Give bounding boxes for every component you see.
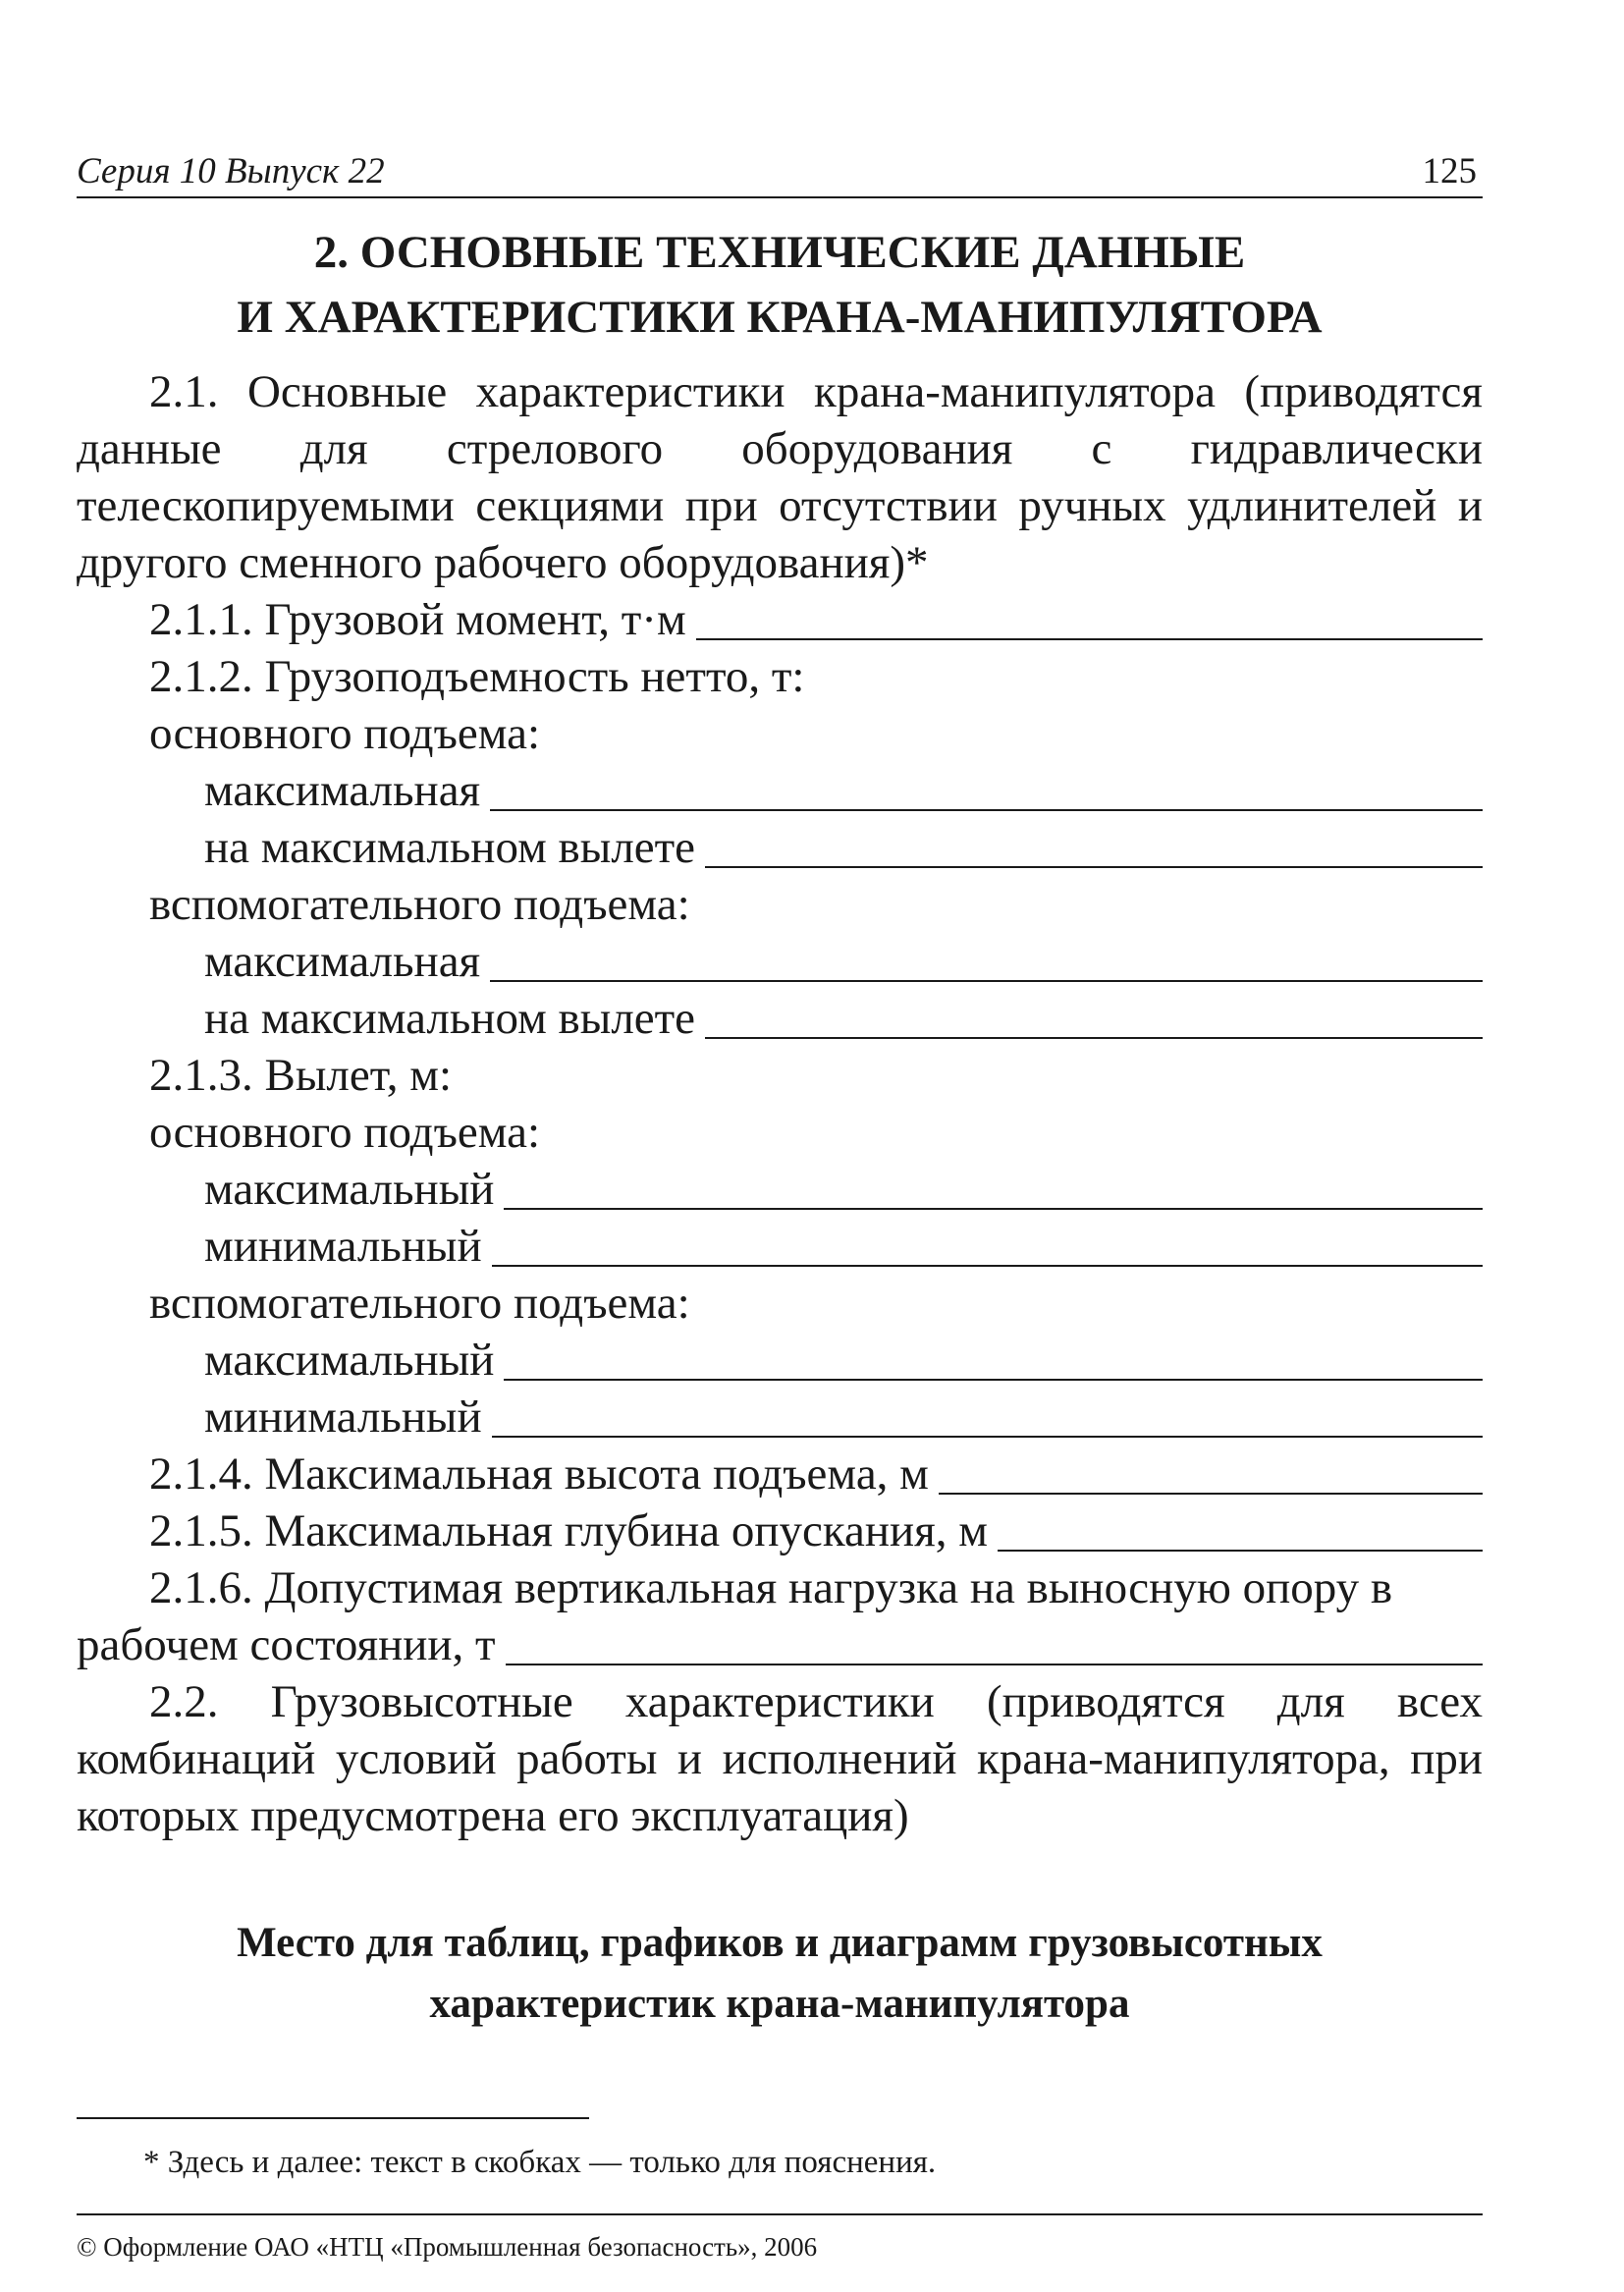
blank-line xyxy=(705,998,1483,1039)
field-outrigger-load-line-1 xyxy=(77,1559,1483,1616)
field-label: основного подъема: xyxy=(149,708,541,759)
field-label: 2.1.5. Максимальная глубина опускания, м xyxy=(149,1505,989,1556)
subheading-reach-aux xyxy=(77,1275,1483,1332)
document-page xyxy=(77,145,1483,2265)
subheading-reach-main xyxy=(77,1104,1483,1161)
field-label: 2.1.4. Максимальная высота подъема, м xyxy=(149,1448,929,1500)
intro-paragraph: 2.1. Основные характеристики крана-манипулятора (приводятся данные для стрелового оборудования с гидравлически телескопируемыми секциями при отсутствии ручных удлинителей и другого сменного рабочего оборудования)* xyxy=(77,366,1483,588)
load-height-paragraph: 2.2. Грузовысотные характеристики (приводятся для всех комбинаций условий работы и исполнений крана-манипулятора, при которых предусмотрена его эксплуатация) xyxy=(77,1676,1483,1841)
section-title-line-1: 2. ОСНОВНЫЕ ТЕХНИЧЕСКИЕ ДАННЫЕ xyxy=(313,227,1246,278)
section-title xyxy=(77,220,1483,350)
blank-line xyxy=(504,1169,1483,1210)
blank-line xyxy=(939,1453,1483,1495)
footnote-divider xyxy=(77,2117,589,2119)
field-label: 2.1.6. Допустимая вертикальная нагрузка на выносную опору в xyxy=(149,1562,1393,1613)
field-label: 2.1.3. Вылет, м: xyxy=(149,1050,453,1101)
series-label: Серия 10 Выпуск 22 xyxy=(77,151,385,191)
field-label: основного подъема: xyxy=(149,1107,541,1158)
field-reach-aux-max xyxy=(77,1332,1483,1389)
running-header xyxy=(77,145,1483,198)
charts-placeholder-caption xyxy=(77,1913,1483,2035)
field-max-lowering-depth xyxy=(77,1502,1483,1559)
field-label: максимальный xyxy=(204,1164,495,1215)
field-label: на максимальном вылете xyxy=(204,822,696,873)
field-reach-main-max xyxy=(77,1161,1483,1218)
blank-line xyxy=(696,599,1483,640)
field-reach-aux-min xyxy=(77,1389,1483,1446)
field-label: минимальный xyxy=(204,1392,482,1443)
subheading-capacity-aux xyxy=(77,876,1483,933)
field-capacity-aux-at-max-reach xyxy=(77,990,1483,1047)
field-label: вспомогательного подъема: xyxy=(149,879,690,930)
blank-line xyxy=(998,1510,1483,1552)
field-capacity-main-max xyxy=(77,762,1483,819)
page-number: 125 xyxy=(1422,151,1477,191)
field-capacity-heading xyxy=(77,648,1483,705)
field-label: минимальный xyxy=(204,1221,482,1272)
field-max-lift-height xyxy=(77,1446,1483,1502)
footer-divider xyxy=(77,2213,1483,2215)
placeholder-line-2: характеристик крана-манипулятора xyxy=(429,1981,1130,2027)
footnote: * Здесь и далее: текст в скобках — только для пояснения. xyxy=(143,2145,937,2180)
field-label: рабочем состоянии, т xyxy=(77,1619,496,1670)
blank-line xyxy=(492,1396,1483,1438)
field-label: 2.1.2. Грузоподъемность нетто, т: xyxy=(149,651,805,702)
blank-line xyxy=(705,827,1483,868)
field-capacity-main-at-max-reach xyxy=(77,819,1483,876)
section-title-line-2: И ХАРАКТЕРИСТИКИ КРАНА-МАНИПУЛЯТОРА xyxy=(237,292,1323,343)
subheading-capacity-main xyxy=(77,705,1483,762)
field-label: максимальная xyxy=(204,936,481,987)
field-label: вспомогательного подъема: xyxy=(149,1278,690,1329)
blank-line xyxy=(492,1226,1483,1267)
field-label: 2.1.1. Грузовой момент, т·м xyxy=(149,594,686,645)
field-label: на максимальном вылете xyxy=(204,993,696,1044)
field-label: максимальная xyxy=(204,765,481,816)
blank-line xyxy=(506,1624,1483,1665)
copyright-notice: © Оформление ОАО «НТЦ «Промышленная безопасность», 2006 xyxy=(77,2232,818,2262)
blank-line xyxy=(490,770,1483,811)
placeholder-line-1: Место для таблиц, графиков и диаграмм грузовысотных xyxy=(237,1920,1323,1966)
field-label: максимальный xyxy=(204,1335,495,1386)
blank-line xyxy=(490,941,1483,982)
blank-line xyxy=(504,1339,1483,1381)
field-reach-main-min xyxy=(77,1218,1483,1275)
field-outrigger-load-line-2 xyxy=(77,1616,1483,1673)
field-capacity-aux-max xyxy=(77,933,1483,990)
field-reach-heading xyxy=(77,1047,1483,1104)
field-load-moment xyxy=(77,591,1483,648)
form-body xyxy=(77,363,1483,1844)
